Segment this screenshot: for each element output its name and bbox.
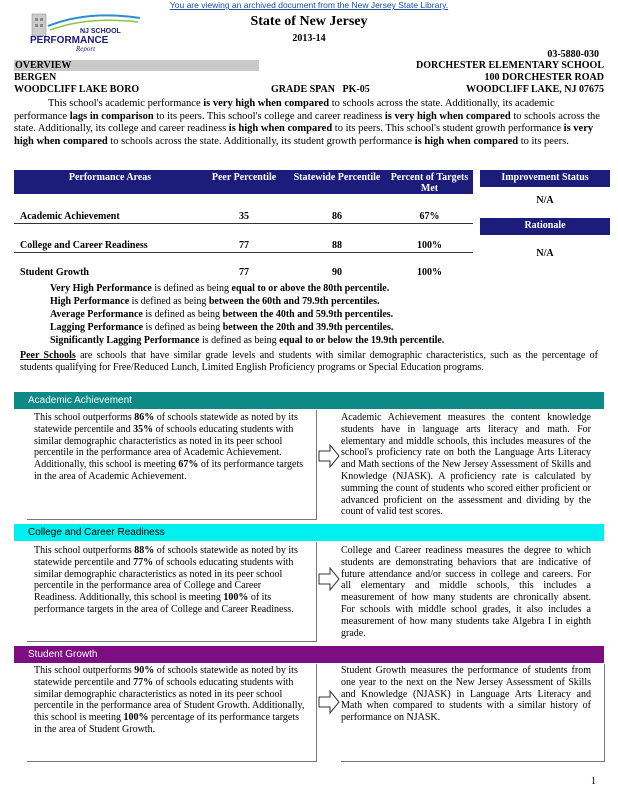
row-area: College and Career Readiness (14, 223, 200, 252)
section-title: Student Growth (28, 649, 98, 660)
city-state: WOODCLIFF LAKE, NJ 07675 (466, 84, 604, 95)
table-row (14, 223, 473, 252)
grade-span-label: GRADE SPAN (271, 84, 335, 95)
section-title: College and Career Readiness (28, 527, 165, 538)
section-title: Academic Achievement (28, 395, 132, 406)
page-number: 1 (591, 776, 596, 787)
school-code: 03-5880-030 (547, 49, 599, 60)
header-line-2 (14, 72, 604, 84)
county: BERGEN (14, 72, 57, 83)
table-row (14, 252, 473, 279)
row-peer: 35 (200, 194, 288, 223)
section-bar-college-career (14, 524, 604, 541)
row-statewide: 86 (288, 194, 386, 223)
peer-schools-definition: Peer Schools are schools that have similar grade levels and students with similar demographic characteristics, such as the percentage of students qualifying for Free/Reduced Lunch, Limited English Proficiency programs or Special Education programs. (20, 350, 598, 373)
logo-line2: PERFORMANCE (30, 35, 109, 46)
section-right-text: College and Career readiness measures the degree to which students are demonstrating behaviors that are indicative of future attendance and/or success in college and careers. For all elementary and middle schools, this includes a measurement of how many students are chronically absent. For schools with middle school grades, it also includes a measurement of how many students take Algebra I in eighth grade. (341, 545, 591, 639)
performance-summary: This school's academic performance is very high when compared to schools across the state. Additionally, its academic performance lags in comparison to its peers. This school's college and career readiness is very high when compared to schools across the state. Additionally, its college and career readiness is high when compared to its peers. This school's student growth performance is very high when compared to schools across the state. Additionally, its student growth performance is high when compared to its peers. (14, 98, 600, 147)
col-header-targets: Percent of Targets Met (386, 170, 473, 194)
definition-item: Lagging Performance is defined as being between the 20th and 39.9th percentiles. (50, 322, 394, 333)
improvement-status-header: Improvement Status (480, 170, 610, 187)
right-arrow-icon (318, 444, 340, 468)
right-arrow-icon (318, 567, 340, 591)
header-line-1 (14, 60, 604, 72)
logo-line3: Report (76, 45, 96, 52)
school-name: DORCHESTER ELEMENTARY SCHOOL (415, 60, 604, 71)
section-left-text: This school outperforms 86% of schools statewide as noted by its statewide percentile and 35% of schools educating students with similar demographic characteristics as noted in its peer school percentile in the performance area of Academic Achievement. Additionally, this school is meeting 67% of its performance targets in the area of Academic Achievement. (34, 412, 304, 482)
rationale-value: N/A (536, 248, 554, 259)
section-left-text: This school outperforms 88% of schools statewide as noted by its statewide percentile and 77% of schools educating students with similar demographic characteristics as noted in its peer school percentile in the performance area of College and Career Readiness. Additionally, this school is meeting 100% of its performance targets in the area of College and Career Readiness. (34, 545, 298, 615)
definition-item: Very High Performance is defined as being equal to or above the 80th percentile. (50, 283, 390, 294)
section-right-text: Academic Achievement measures the content knowledge students have in language arts literacy and math. For elementary and middle schools, this includes measures of the school's proficiency rate on both the Language Arts Literacy and Math sections of the New Jersey Assessment of Skills and Knowledge (NJASK). A proficiency rate is calculated by summing the count of students who scored either proficient or advanced proficient on the assessment and dividing by the count of valid test scores. (341, 412, 591, 518)
row-area: Student Growth (20, 267, 89, 278)
rationale-header: Rationale (480, 218, 610, 235)
logo-line1: NJ SCHOOL (80, 28, 121, 35)
table-header-row (14, 170, 473, 194)
archive-notice-link[interactable]: You are viewing an archived document from the New Jersey State Library. (169, 0, 449, 10)
section-left-text: This school outperforms 90% of schools statewide as noted by its statewide percentile and 77% of schools educating students with similar demographic characteristics as noted in its peer school percentile in the performance area of Student Growth. Additionally, this school is meeting 100% percentage of its performance targets in the area of Student Growth. (34, 665, 305, 735)
definition-item: Average Performance is defined as being between the 40th and 59.9th percentiles. (50, 309, 394, 320)
header-line-3 (14, 84, 604, 96)
district: WOODCLIFF LAKE BORO (14, 84, 140, 95)
performance-table (14, 170, 473, 279)
row-peer: 77 (239, 267, 249, 278)
row-statewide: 88 (288, 223, 386, 252)
row-statewide: 90 (332, 267, 342, 278)
definition-item: Significantly Lagging Performance is defined as being equal to or below the 19.9th percentile. (50, 335, 445, 346)
school-year: 2013-14 (292, 33, 326, 44)
section-right-text: Student Growth measures the performance of students from one year to the next on the New Jersey Assessment of Skills and Knowledge (NJASK) in Language Arts Literacy and Math when compared to students with a similar history of performance on NJASK. (341, 665, 591, 724)
performance-definitions (50, 282, 444, 347)
row-area: Academic Achievement (14, 194, 200, 223)
section-bar-academic (14, 392, 604, 409)
col-header-peer: Peer Percentile (200, 170, 288, 194)
improvement-status-value: N/A (536, 195, 554, 206)
table-row (14, 194, 473, 223)
col-header-area: Performance Areas (14, 170, 200, 194)
definition-item: High Performance is defined as being between the 60th and 79.9th percentiles. (50, 296, 380, 307)
school-address: 100 DORCHESTER ROAD (484, 72, 604, 83)
section-bar-student-growth (14, 646, 604, 663)
row-targets: 100% (386, 223, 473, 252)
col-header-statewide: Statewide Percentile (288, 170, 386, 194)
row-targets: 100% (417, 267, 442, 278)
row-peer: 77 (200, 223, 288, 252)
row-targets: 67% (386, 194, 473, 223)
right-arrow-icon (318, 690, 340, 714)
state-title: State of New Jersey (250, 14, 368, 29)
overview-label: OVERVIEW (14, 60, 259, 71)
grade-span: PK-05 (342, 84, 370, 95)
